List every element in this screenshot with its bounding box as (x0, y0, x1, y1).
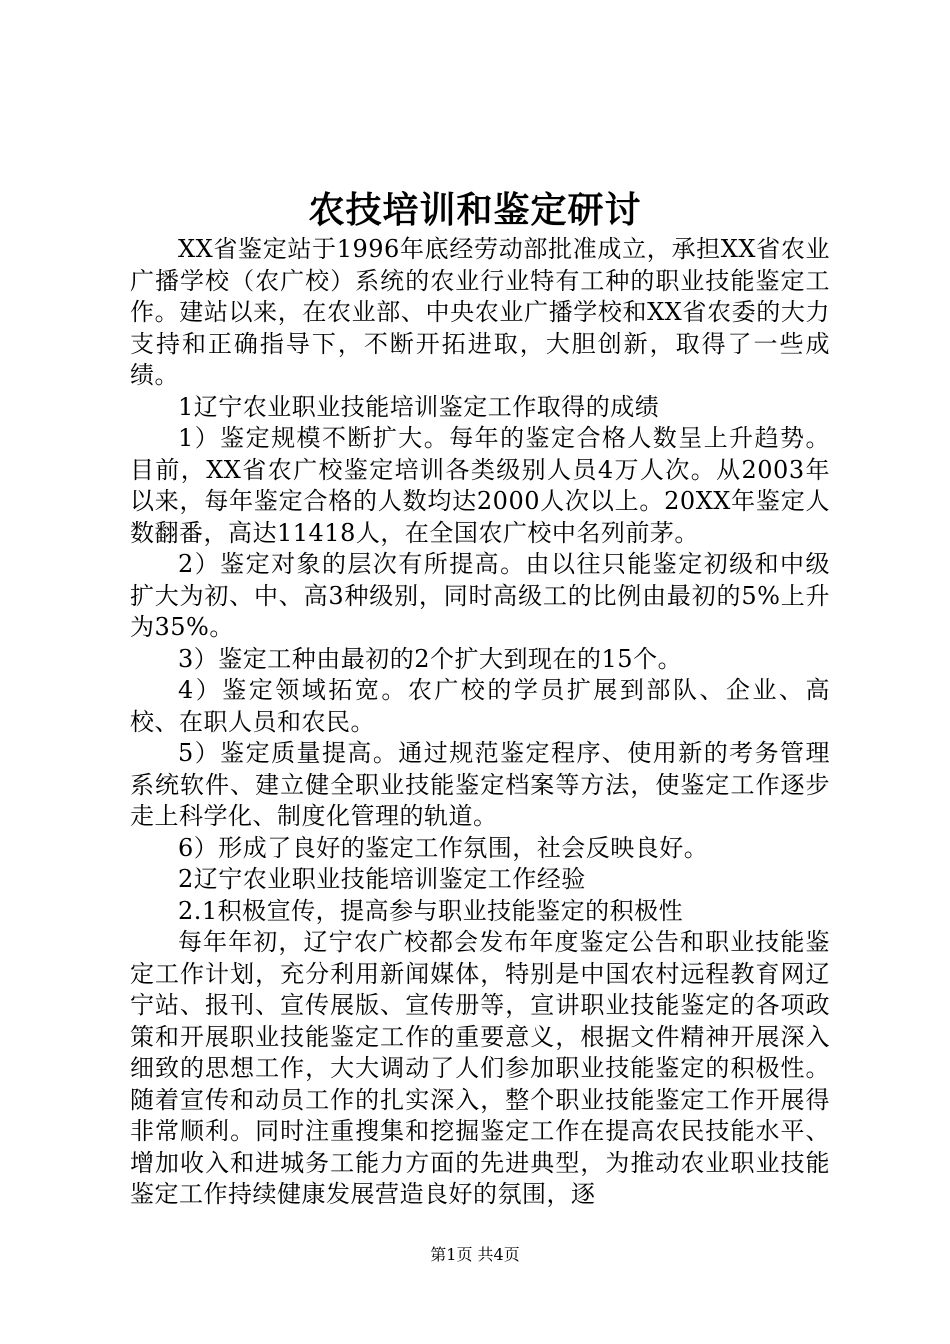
paragraph-item-5: 5）鉴定质量提高。通过规范鉴定程序、使用新的考务管理系统软件、建立健全职业技能鉴定档案等方法，使鉴定工作逐步走上科学化、制度化管理的轨道。 (130, 739, 830, 830)
paragraph-item-1: 1）鉴定规模不断扩大。每年的鉴定合格人数呈上升趋势。目前，XX省农广校鉴定培训各类级别人员4万人次。从2003年以来，每年鉴定合格的人数均达2000人次以上。20XX年鉴定人数翻番，高达11418人，在全国农广校中名列前茅。 (130, 424, 830, 547)
page-footer: 第1页 共4页 (430, 1245, 520, 1264)
subsection-heading-2-1: 2.1积极宣传，提高参与职业技能鉴定的积极性 (178, 896, 684, 925)
document-body (130, 234, 830, 1211)
paragraph-item-4: 4）鉴定领域拓宽。农广校的学员扩展到部队、企业、高校、在职人员和农民。 (130, 676, 830, 736)
section-heading-1: 1辽宁农业职业技能培训鉴定工作取得的成绩 (178, 392, 660, 421)
paragraph-intro: XX省鉴定站于1996年底经劳动部批准成立，承担XX省农业广播学校（农广校）系统的农业行业特有工种的职业技能鉴定工作。建站以来，在农业部、中央农业广播学校和XX省农委的大力支持和正确指导下，不断开拓进取，大胆创新，取得了一些成绩。 (130, 235, 830, 389)
paragraph-item-3: 3）鉴定工种由最初的2个扩大到现在的15个。 (178, 644, 683, 673)
paragraph-item-2: 2）鉴定对象的层次有所提高。由以往只能鉴定初级和中级扩大为初、中、高3种级别，同时高级工的比例由最初的5%上升为35%。 (130, 550, 830, 641)
paragraph-publicity: 每年年初，辽宁农广校都会发布年度鉴定公告和职业技能鉴定工作计划，充分利用新闻媒体，特别是中国农村远程教育网辽宁站、报刊、宣传展版、宣传册等，宣讲职业技能鉴定的各项政策和开展职业技能鉴定工作的重要意义，根据文件精神开展深入细致的思想工作，大大调动了人们参加职业技能鉴定的积极性。随着宣传和动员工作的扎实深入，整个职业技能鉴定工作开展得非常顺利。同时注重搜集和挖掘鉴定工作在提高农民技能水平、增加收入和进城务工能力方面的先进典型，为推动农业职业技能鉴定工作持续健康发展营造良好的氛围，逐 (130, 928, 830, 1208)
paragraph-item-6: 6）形成了良好的鉴定工作氛围，社会反映良好。 (178, 833, 709, 862)
document-title: 农技培训和鉴定研讨 (308, 189, 642, 231)
section-heading-2: 2辽宁农业职业技能培训鉴定工作经验 (178, 865, 586, 893)
